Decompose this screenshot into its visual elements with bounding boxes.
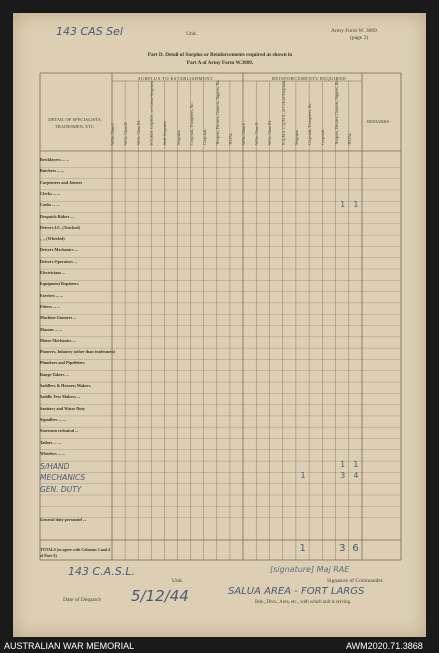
despatch-label: Date of Despatch (63, 597, 102, 603)
unit-handwritten: 143 CAS Sel (56, 25, 123, 38)
surplus-col-heading: Troopers, Privates, Gunners, Sappers, &c. (215, 79, 220, 145)
row-label: Drivers Mechanics ... (40, 247, 78, 253)
surplus-col-heading: Staff-Sergeants (163, 121, 168, 145)
entry-value: 1 (353, 460, 359, 470)
entry-value: 4 (353, 471, 359, 481)
row-label: Machine Gunners ... (40, 315, 77, 321)
row-label: „ „ (Wheeled) (40, 236, 65, 242)
row-label: Masons ... ... (40, 326, 63, 332)
surplus-col-heading: Corporals, Trumpeters, &c. (189, 102, 194, 145)
row-label: Fitters ... ... (40, 303, 61, 309)
area-handwritten: SALUA AREA - FORT LARGS (228, 586, 365, 597)
row-label: Range Takers ... (40, 371, 69, 377)
remarks-heading: REMARKS (367, 119, 390, 124)
row-label: Butchers ... ... (40, 168, 65, 174)
row-label: Bricklayers ... ... (40, 157, 70, 162)
reinf-col-heading: TOTAL (347, 132, 352, 145)
reinf-col-heading: Corporals, Trumpeters, &c. (308, 102, 313, 145)
caption-left: AUSTRALIAN WAR MEMORIAL (4, 641, 135, 651)
row-label: MECHANICS (40, 473, 86, 483)
surplus-col-heading: TOTAL (228, 132, 233, 145)
row-label: Tailors ... ... (40, 439, 61, 445)
surplus-group-heading: SURPLUS TO ESTABLISHMENT (138, 76, 213, 81)
reinf-col-heading: Corporals (321, 129, 326, 145)
row-label: Sanitary and Water Duty (40, 405, 86, 411)
row-label: S/HAND (40, 462, 70, 472)
unit-label: Unit. (186, 31, 198, 37)
row-label: Signallers ... ... (40, 416, 67, 422)
surplus-col-heading: W.Os. Class II. (124, 121, 129, 145)
commander-signature: [signature] Maj RAE (270, 565, 350, 574)
reinf-col-heading: Sergeants (294, 129, 299, 145)
total-value: 6 (352, 543, 359, 554)
row-label: Motor Mechanics ... (40, 337, 76, 343)
footer-unit-label: Unit. (172, 578, 184, 584)
row-label: Wheelers ... ... (40, 450, 66, 456)
surplus-col-heading: W.Os. Class I. (111, 122, 115, 145)
row-label: GEN. DUTY (40, 484, 82, 494)
caption-right: AWM2020.71.3868 (346, 641, 423, 651)
caption-bar (0, 637, 439, 653)
surplus-col-heading: Corporals (202, 129, 207, 145)
reinf-col-heading: W.Os. Class II. (255, 121, 260, 145)
part-title-2: Part A of Army Form W.3009. (186, 60, 254, 66)
reinf-col-heading: Troopers, Privates, Gunners, Sappers, &c. (334, 79, 339, 145)
row-label: Storemen technical ... (40, 428, 79, 434)
row-label: Despatch Riders ... (40, 213, 74, 219)
row-label: Drivers I.C. (Tracked) (40, 224, 80, 230)
reinf-col-heading: W.Os. Class III. (268, 120, 273, 145)
form-page: (page 2) (350, 35, 369, 41)
reinf-col-heading: N.Q.M.S. C.Q.M.S., or Colour-Sergeants (281, 80, 286, 145)
surplus-col-heading: N.C.M.S. C.Q.M.S., or Colour-Sergeants (150, 80, 155, 145)
commander-label: Signature of Commander. (327, 578, 384, 584)
entry-value: 3 (340, 471, 346, 481)
row-label: Saddlers & Harness Makers (40, 383, 91, 388)
row-label: Saddle Tree Makers ... (40, 394, 81, 400)
row-label: Drivers Operators ... (40, 258, 78, 264)
row-label: Pioneers, Infantry (other than tradesmen) (40, 349, 115, 355)
entry-value: 1 (340, 460, 346, 470)
despatch-date: 5/12/44 (131, 587, 189, 605)
detail-heading: DETAIL OF SPECIALISTS, TRADESMEN, ETC. (48, 117, 102, 129)
row-label: Plumbers and Pipefitters (40, 360, 85, 366)
row-label: Equipment Repairers (40, 281, 79, 287)
entry-value: 1 (300, 471, 306, 481)
entry-value: 1 (340, 200, 346, 210)
row-label: Clerks ... ... (40, 190, 61, 196)
area-label: Bde., Divn., Area, etc., with which unit is serving. (255, 600, 352, 605)
row-label: Farriers ... ... (40, 292, 64, 298)
row-label: Cooks ... ... (40, 202, 60, 208)
row-label: Carpenters and Joiners (40, 179, 83, 185)
reinf-col-heading: W.Os. Class I. (242, 122, 246, 145)
footer-unit-handwritten: 143 C.A.S.L. (68, 565, 135, 578)
surplus-col-heading: Sergeants (176, 129, 181, 145)
surplus-col-heading: W.Os. Class III. (137, 120, 142, 145)
row-label: Electricians ... (40, 270, 66, 275)
form-number: Army Form W. 3009 (331, 28, 377, 34)
reinforcements-group-heading: REINFORCEMENTS REQUIRED (272, 76, 347, 81)
general-duty-label: General duty personnel ... (40, 517, 87, 522)
entry-value: 1 (353, 200, 359, 210)
total-value: 3 (339, 543, 346, 554)
total-value: 1 (299, 543, 306, 554)
part-title: Part D. Detail of Surplus or Reinforcements required as shown in (147, 52, 293, 58)
totals-label: TOTALS (to agree with Columns 3 and 4 of Part A) (40, 547, 111, 558)
